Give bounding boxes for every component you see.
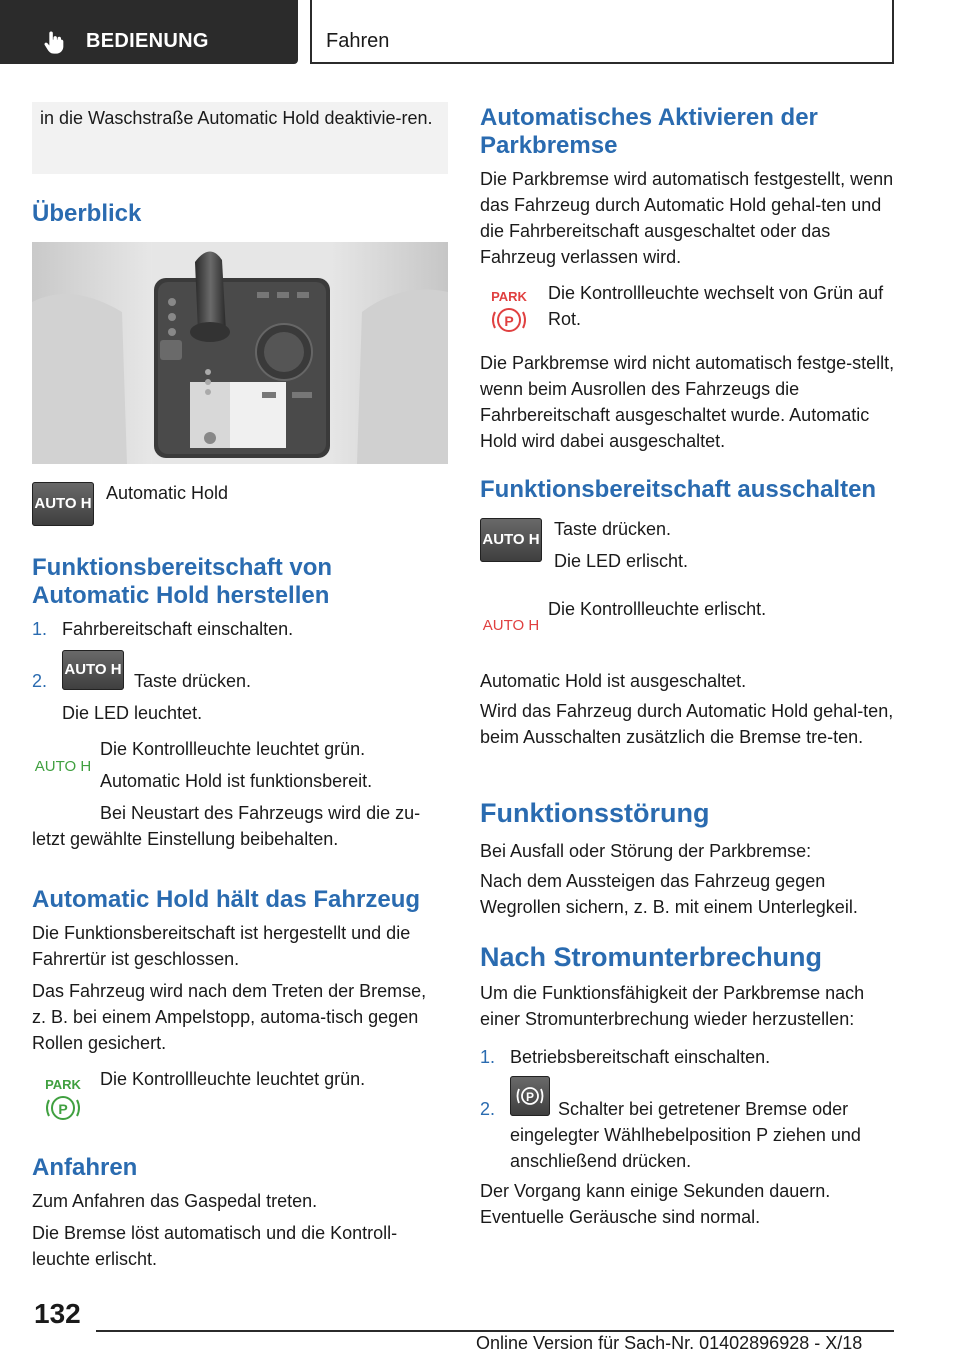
svg-text:P: P bbox=[525, 1090, 535, 1104]
footer-divider bbox=[96, 1330, 894, 1332]
start-paragraph-1: Zum Anfahren das Gaspedal treten. bbox=[32, 1191, 318, 1211]
overview-heading: Überblick bbox=[32, 200, 142, 227]
start-paragraph-2: Die Bremse löst automatisch und die Kontroll-leuchte erlischt. bbox=[32, 1223, 398, 1269]
power-paragraph-1: Um die Funktionsfähigkeit der Parkbremse nach einer Stromunterbrechung wieder herzustellen: bbox=[480, 983, 865, 1029]
off-press-text: Taste drücken. bbox=[554, 519, 672, 539]
auto-hold-caption: Automatic Hold bbox=[106, 483, 229, 503]
step-number: 2. bbox=[480, 1099, 496, 1119]
auto-h-button-icon: AUTO H bbox=[480, 518, 542, 562]
hold-paragraph-1: Die Funktionsbereitschaft ist hergestellt und die Fahrertür ist geschlossen. bbox=[32, 923, 411, 969]
restart-text: Bei Neustart des Fahrzeugs wird die zu-letzt gewählte Einstellung beibehalten. bbox=[32, 803, 421, 849]
hand-pointer-icon bbox=[40, 28, 68, 56]
park-lamp-green-text: Die Kontrollleuchte leuchtet grün. bbox=[100, 1069, 366, 1089]
fault-paragraph-1: Bei Ausfall oder Störung der Parkbremse: bbox=[480, 841, 812, 861]
auto-h-indicator-red-icon: AUTO H bbox=[482, 617, 540, 634]
lamp-green-text: Die Kontrollleuchte leuchtet grün. bbox=[100, 739, 366, 759]
note-box bbox=[32, 102, 448, 174]
step-number: 2. bbox=[32, 671, 48, 691]
auto-h-button-icon: AUTO H bbox=[32, 482, 94, 526]
park-indicator-red-icon bbox=[478, 286, 540, 340]
page-number: 132 bbox=[34, 1298, 81, 1329]
power-paragraph-2: Der Vorgang kann einige Sekunden dauern. Eventuelle Geräusche sind normal. bbox=[480, 1181, 831, 1227]
auto-h-button-icon: AUTO H bbox=[62, 650, 124, 690]
online-version-text: Online Version für Sach-Nr. 01402896928 - X/18 bbox=[476, 1333, 863, 1353]
park-change-text: Die Kontrollleuchte wechselt von Grün auf Rot. bbox=[548, 283, 884, 329]
off-paragraph-2: Wird das Fahrzeug durch Automatic Hold gehal-ten, beim Ausschalten zusätzlich die Bremse tre-ten. bbox=[480, 701, 894, 747]
ready-text: Automatic Hold ist funktionsbereit. bbox=[100, 771, 373, 791]
fault-heading: Funktionsstörung bbox=[480, 798, 710, 828]
power-step-1: Betriebsbereitschaft einschalten. bbox=[510, 1047, 771, 1067]
note-text: in die Waschstraße Automatic Hold deaktivie-ren. bbox=[40, 108, 433, 128]
chapter-header bbox=[310, 0, 894, 64]
svg-text:PARK: PARK bbox=[491, 289, 527, 304]
step-number: 1. bbox=[480, 1047, 496, 1067]
auto-h-indicator-green-icon: AUTO H bbox=[34, 758, 92, 775]
setup-step-2-led: Die LED leuchtet. bbox=[62, 703, 203, 723]
svg-text:PARK: PARK bbox=[45, 1077, 81, 1092]
auto-activation-heading: Automatisches Aktivieren der Parkbremse bbox=[480, 104, 818, 159]
off-paragraph-1: Automatic Hold ist ausgeschaltet. bbox=[480, 671, 747, 691]
auto-paragraph-1: Die Parkbremse wird automatisch festgestellt, wenn das Fahrzeug durch Automatic Hold gehal-ten und die Fahrbereitschaft ausgeschaltet oder das Fahrzeug verlassen wird. bbox=[480, 169, 894, 267]
setup-heading: Funktionsbereitschaft von Automatic Hold herstellen bbox=[32, 554, 333, 609]
park-indicator-green-icon bbox=[32, 1074, 94, 1128]
svg-text:P: P bbox=[504, 313, 514, 329]
off-led-text: Die LED erlischt. bbox=[554, 551, 689, 571]
off-heading: Funktionsbereitschaft ausschalten bbox=[480, 476, 877, 503]
hold-paragraph-2: Das Fahrzeug wird nach dem Treten der Bremse, z. B. bei einem Ampelstopp, automa-tisch gegen Rollen gesichert. bbox=[32, 981, 427, 1053]
gear-selector-console-image bbox=[32, 242, 448, 464]
step-number: 1. bbox=[32, 619, 48, 639]
power-step-2: Schalter bei getretener Bremse oder eingelegter Wählhebelposition P ziehen und anschließend drücken. bbox=[510, 1099, 861, 1171]
hold-heading: Automatic Hold hält das Fahrzeug bbox=[32, 886, 421, 913]
chapter-label: Fahren bbox=[326, 30, 390, 52]
section-label: BEDIENUNG bbox=[86, 30, 209, 52]
console-photo bbox=[32, 242, 448, 464]
section-tab[interactable] bbox=[0, 0, 298, 64]
svg-text:P: P bbox=[58, 1101, 68, 1117]
setup-step-1: Fahrbereitschaft einschalten. bbox=[62, 619, 294, 639]
start-heading: Anfahren bbox=[32, 1154, 138, 1181]
power-heading: Nach Stromunterbrechung bbox=[480, 942, 823, 972]
setup-step-2: Taste drücken. bbox=[134, 671, 252, 691]
fault-paragraph-2: Nach dem Aussteigen das Fahrzeug gegen Wegrollen sichern, z. B. mit einem Unterlegkeil. bbox=[480, 871, 858, 917]
off-lamp-text: Die Kontrollleuchte erlischt. bbox=[548, 599, 767, 619]
auto-paragraph-2: Die Parkbremse wird nicht automatisch festge-stellt, wenn beim Ausrollen des Fahrzeugs die Fahrbereitschaft ausgeschaltet wurde. Automatic Hold wird dabei ausgeschaltet. bbox=[480, 353, 895, 451]
